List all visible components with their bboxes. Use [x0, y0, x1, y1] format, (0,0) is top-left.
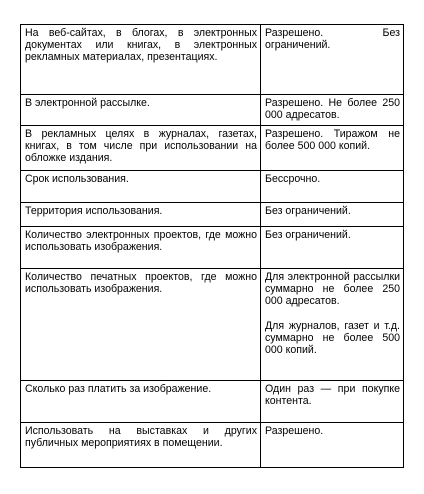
- condition-cell: [21, 423, 261, 468]
- terms-cell: [261, 95, 404, 126]
- terms-cell: [261, 381, 404, 423]
- table-row: [21, 126, 404, 171]
- condition-cell: [21, 126, 261, 171]
- table-row: [21, 381, 404, 423]
- terms-cell: [261, 203, 404, 227]
- document-page: [20, 24, 403, 468]
- condition-text: В рекламных целях в журналах, газетах, книгах, в том числе при использовании на обложке издания.: [25, 128, 257, 165]
- condition-text: В электронной рассылке.: [25, 97, 150, 109]
- condition-text: Использовать на выставках и других публичных мероприятиях в помещении.: [25, 425, 257, 450]
- terms-text: Для электронной рассылки суммарно не более 250 000 адресатов.: [265, 271, 400, 308]
- condition-text: Количество электронных проектов, где можно использовать изображения.: [25, 229, 257, 254]
- terms-text: Разрешено. Без ограничений.: [265, 27, 400, 52]
- terms-text: Для журналов, газет и т.д. суммарно не более 500 000 копий.: [265, 319, 400, 357]
- condition-cell: [21, 171, 261, 203]
- condition-text: Количество печатных проектов, где можно использовать изображения.: [25, 271, 257, 296]
- terms-cell: [261, 269, 404, 381]
- license-terms-table: [20, 24, 404, 468]
- terms-text: Без ограничений.: [265, 205, 351, 217]
- table-row: [21, 95, 404, 126]
- condition-cell: [21, 269, 261, 381]
- condition-text: Сколько раз платить за изображение.: [25, 383, 212, 395]
- terms-text: Разрешено. Тиражом не более 500 000 копий.: [265, 128, 400, 153]
- condition-cell: [21, 381, 261, 423]
- condition-text: Срок использования.: [25, 173, 129, 185]
- terms-text: Разрешено.: [265, 425, 324, 437]
- condition-cell: [21, 95, 261, 126]
- condition-cell: [21, 203, 261, 227]
- condition-cell: [21, 25, 261, 95]
- table-row: [21, 171, 404, 203]
- terms-cell: [261, 25, 404, 95]
- table-row: [21, 203, 404, 227]
- condition-cell: [21, 227, 261, 269]
- table-row: [21, 423, 404, 468]
- terms-cell: [261, 423, 404, 468]
- terms-cell: [261, 171, 404, 203]
- terms-text: Разрешено. Не более 250 000 адресатов.: [265, 97, 400, 122]
- table-row: [21, 25, 404, 95]
- condition-text: На веб-сайтах, в блогах, в электронных документах или книгах, в электронных рекламных материалах, презентациях.: [25, 27, 257, 64]
- condition-text: Территория использования.: [25, 205, 163, 217]
- terms-cell: [261, 126, 404, 171]
- terms-text: Без ограничений.: [265, 229, 351, 241]
- terms-cell: [261, 227, 404, 269]
- table-row: [21, 227, 404, 269]
- terms-text: Бессрочно.: [265, 173, 321, 185]
- terms-text: Один раз — при покупке контента.: [265, 383, 400, 408]
- table-row: [21, 269, 404, 381]
